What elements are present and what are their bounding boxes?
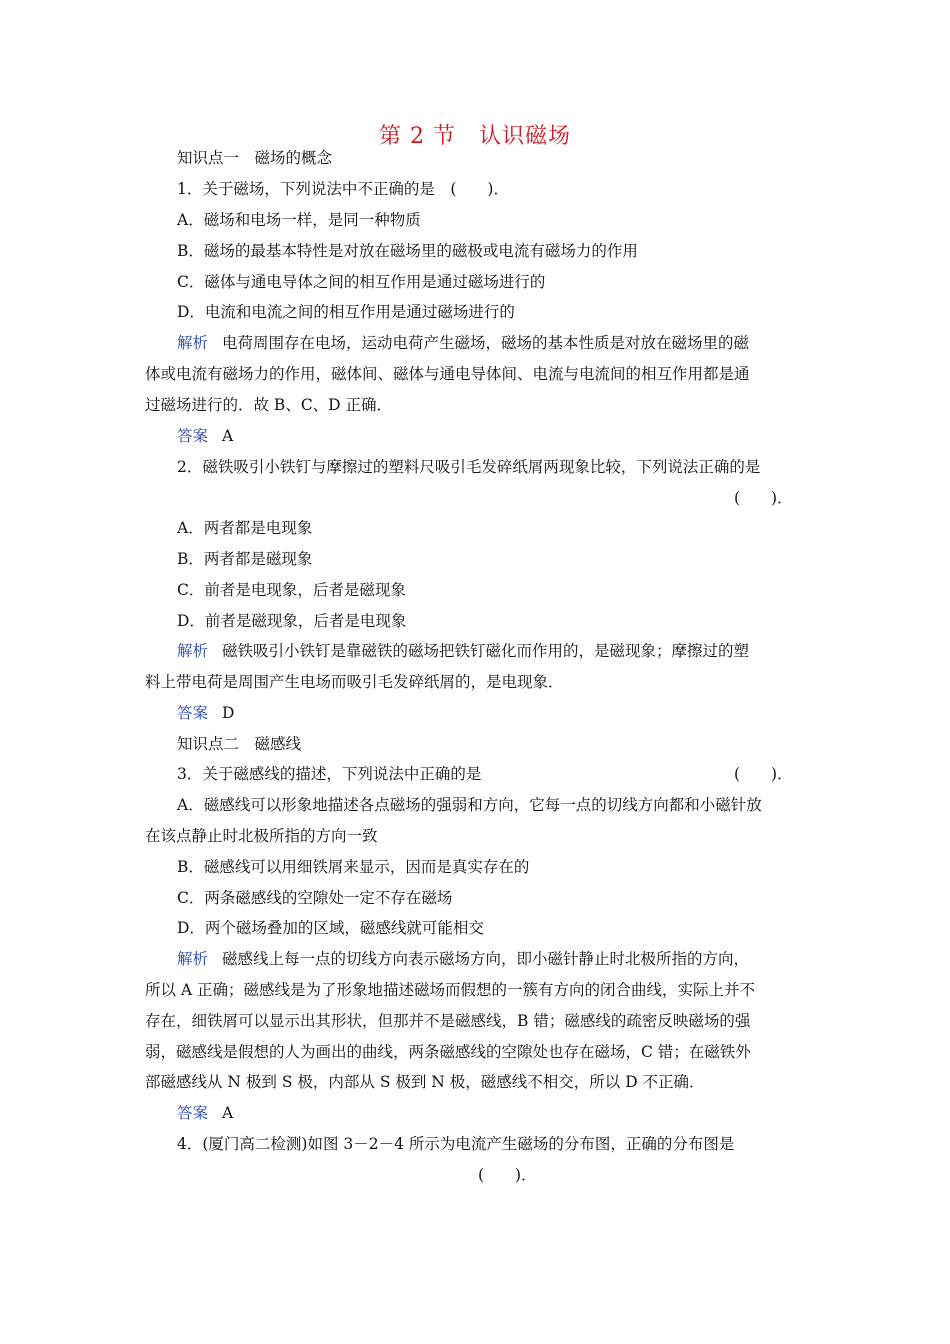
option-d: D．前者是磁现象，后者是电现象 — [177, 612, 407, 630]
section-heading: 知识点一 磁场的概念 — [177, 149, 333, 167]
analysis-line: 所以 A 正确；磁感线是为了形象地描述磁场而假想的一簇有方向的闭合曲线，实际上并不 — [145, 981, 756, 999]
answer-label: 答案 — [177, 704, 209, 722]
section-heading: 知识点二 磁感线 — [177, 735, 302, 753]
analysis-line: 存在，细铁屑可以显示出其形状，但那并不是磁感线，B 错；磁感线的疏密反映磁场的强 — [145, 1012, 751, 1030]
analysis-line — [177, 333, 749, 353]
option-b: B．磁感线可以用细铁屑来显示，因而是真实存在的 — [177, 858, 530, 876]
option-b: B．两者都是磁现象 — [177, 550, 313, 568]
option-a-cont: 在该点静止时北极所指的方向一致 — [145, 827, 378, 845]
answer-line — [177, 426, 233, 446]
analysis-line: 过磁场进行的．故 B、C、D 正确． — [145, 396, 393, 414]
answer-paren: ( )． — [478, 1166, 537, 1184]
answer-line — [177, 1103, 233, 1123]
option-a: A．两者都是电现象 — [177, 519, 313, 537]
answer-label: 答案 — [177, 1104, 209, 1122]
question-stem: 3．关于磁感线的描述，下列说法中正确的是 — [177, 765, 482, 783]
answer-paren: ( )． — [734, 489, 793, 507]
page-title: 第 2 节 认识磁场 — [379, 124, 571, 149]
option-d: D．两个磁场叠加的区域，磁感线就可能相交 — [177, 919, 484, 937]
option-c: C．两条磁感线的空隙处一定不存在磁场 — [177, 889, 453, 907]
answer-value: A — [222, 1104, 234, 1122]
option-d: D．电流和电流之间的相互作用是通过磁场进行的 — [177, 303, 515, 321]
analysis-line: 体或电流有磁场力的作用，磁体间、磁体与通电导体间、电流与电流间的相互作用都是通 — [145, 365, 750, 383]
analysis-text: 电荷周围存在电场，运动电荷产生磁场，磁场的基本性质是对放在磁场里的磁 — [222, 334, 750, 352]
option-a: A．磁场和电场一样，是同一种物质 — [177, 211, 421, 229]
answer-paren: ( )． — [734, 765, 793, 783]
option-c: C．前者是电现象，后者是磁现象 — [177, 581, 406, 599]
question-stem: 1．关于磁场，下列说法中不正确的是 ( )． — [177, 180, 509, 198]
question-stem: 4．(厦门高二检测)如图 3－2－4 所示为电流产生磁场的分布图，正确的分布图是 — [177, 1135, 735, 1153]
analysis-text: 磁铁吸引小铁钉是靠磁铁的磁场把铁钉磁化而作用的，是磁现象；摩擦过的塑 — [222, 642, 750, 660]
analysis-line: 部磁感线从 N 极到 S 极，内部从 S 极到 N 极，磁感线不相交，所以 D 不正确． — [145, 1073, 705, 1091]
analysis-label: 解析 — [177, 950, 209, 968]
analysis-line — [177, 949, 749, 969]
answer-value: A — [222, 427, 234, 445]
analysis-label: 解析 — [177, 334, 209, 352]
option-c: C．磁体与通电导体之间的相互作用是通过磁场进行的 — [177, 273, 546, 291]
question-stem: 2．磁铁吸引小铁钉与摩擦过的塑料尺吸引毛发碎纸屑两现象比较，下列说法正确的是 — [177, 458, 761, 476]
analysis-line: 料上带电荷是周围产生电场而吸引毛发碎纸屑的，是电现象． — [145, 673, 564, 691]
analysis-line: 弱，磁感线是假想的人为画出的曲线，两条磁感线的空隙处也存在磁场，C 错；在磁铁外 — [145, 1043, 751, 1061]
answer-line — [177, 703, 234, 723]
option-a: A．磁感线可以形象地描述各点磁场的强弱和方向，它每一点的切线方向都和小磁针放 — [177, 796, 762, 814]
analysis-text: 磁感线上每一点的切线方向表示磁场方向，即小磁针静止时北极所指的方向， — [222, 950, 750, 968]
analysis-label: 解析 — [177, 642, 209, 660]
option-b: B．磁场的最基本特性是对放在磁场里的磁极或电流有磁场力的作用 — [177, 242, 638, 260]
analysis-line — [177, 641, 749, 661]
answer-label: 答案 — [177, 427, 209, 445]
answer-value: D — [222, 704, 235, 722]
